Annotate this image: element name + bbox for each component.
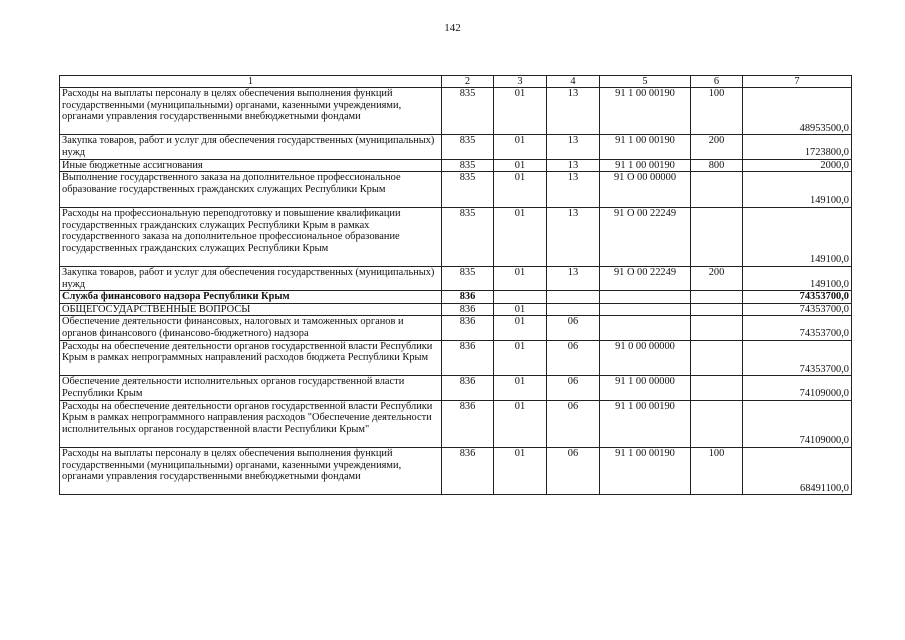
row-expense-type-cell: 200 <box>691 266 743 290</box>
table-row <box>60 340 852 376</box>
row-target-article-cell: 91 1 00 00000 <box>600 376 691 400</box>
row-subsection-cell: 06 <box>547 400 600 447</box>
row-amount-cell: 2000,0 <box>743 159 852 172</box>
row-target-article-cell: 91 1 00 00190 <box>600 447 691 494</box>
row-amount-cell: 74109000,0 <box>743 400 852 447</box>
row-expense-type-cell <box>691 291 743 304</box>
row-subsection-cell: 13 <box>547 159 600 172</box>
column-header-4: 4 <box>547 76 600 88</box>
table-row <box>60 135 852 159</box>
table-row <box>60 291 852 304</box>
row-name-cell: Расходы на выплаты персоналу в целях обеспечения выполнения функций государственными (муниципальными) органами, казенными учреждениями, органами управления государственными внебюджетными фондами <box>60 447 442 494</box>
row-target-article-cell: 91 О 00 22249 <box>600 266 691 290</box>
table-row <box>60 88 852 135</box>
row-subsection-cell: 06 <box>547 376 600 400</box>
row-subsection-cell: 13 <box>547 266 600 290</box>
row-amount-cell: 74353700,0 <box>743 316 852 340</box>
row-name-cell: Расходы на обеспечение деятельности органов государственной власти Республики Крым в рамках непрограммных направлений расходов бюджета Республики Крым <box>60 340 442 376</box>
row-amount-cell: 48953500,0 <box>743 88 852 135</box>
row-target-article-cell: 91 0 00 00000 <box>600 340 691 376</box>
row-name-cell: Выполнение государственного заказа на дополнительное профессиональное образование государственных гражданских служащих Республики Крым <box>60 172 442 208</box>
row-name-cell: Расходы на выплаты персоналу в целях обеспечения выполнения функций государственными (муниципальными) органами, казенными учреждениями, органами управления государственными внебюджетными фондами <box>60 88 442 135</box>
column-header-6: 6 <box>691 76 743 88</box>
row-subsection-cell: 06 <box>547 340 600 376</box>
row-target-article-cell <box>600 303 691 316</box>
row-section-cell: 01 <box>494 400 547 447</box>
row-section-cell: 01 <box>494 447 547 494</box>
row-name-cell: Расходы на профессиональную переподготовку и повышение квалификации государственных гражданских служащих Республики Крым в рамках государственного заказа на дополнительное профессиональное образование государственных гражданских служащих Республики Крым <box>60 207 442 266</box>
row-ministry-code-cell: 836 <box>442 316 494 340</box>
row-section-cell: 01 <box>494 135 547 159</box>
row-ministry-code-cell: 835 <box>442 172 494 208</box>
row-target-article-cell: 91 1 00 00190 <box>600 88 691 135</box>
page-number: 142 <box>444 22 461 34</box>
table-row <box>60 159 852 172</box>
row-amount-cell: 68491100,0 <box>743 447 852 494</box>
table-row <box>60 376 852 400</box>
row-target-article-cell: 91 1 00 00190 <box>600 135 691 159</box>
row-ministry-code-cell: 836 <box>442 303 494 316</box>
row-target-article-cell <box>600 316 691 340</box>
row-expense-type-cell <box>691 303 743 316</box>
table-header-row <box>60 76 852 88</box>
row-name-cell: ОБЩЕГОСУДАРСТВЕННЫЕ ВОПРОСЫ <box>60 303 442 316</box>
row-expense-type-cell: 100 <box>691 447 743 494</box>
row-ministry-code-cell: 835 <box>442 266 494 290</box>
row-name-cell: Закупка товаров, работ и услуг для обеспечения государственных (муниципальных) нужд <box>60 266 442 290</box>
row-ministry-code-cell: 835 <box>442 159 494 172</box>
table-row <box>60 207 852 266</box>
row-name-cell: Обеспечение деятельности исполнительных органов государственной власти Республики Крым <box>60 376 442 400</box>
table-row <box>60 316 852 340</box>
row-subsection-cell: 13 <box>547 172 600 208</box>
budget-table <box>59 75 852 495</box>
row-amount-cell: 149100,0 <box>743 172 852 208</box>
column-header-5: 5 <box>600 76 691 88</box>
row-ministry-code-cell: 836 <box>442 291 494 304</box>
row-ministry-code-cell: 836 <box>442 447 494 494</box>
row-expense-type-cell: 200 <box>691 135 743 159</box>
row-subsection-cell: 13 <box>547 88 600 135</box>
table-row <box>60 447 852 494</box>
table-row <box>60 172 852 208</box>
row-name-cell: Закупка товаров, работ и услуг для обеспечения государственных (муниципальных) нужд <box>60 135 442 159</box>
row-expense-type-cell <box>691 207 743 266</box>
row-section-cell: 01 <box>494 266 547 290</box>
column-header-1: 1 <box>60 76 442 88</box>
row-name-cell: Расходы на обеспечение деятельности органов государственной власти Республики Крым в рамках непрограммного направления расходов "Обеспечение деятельности исполнительных органов государственной власти Республики Крым" <box>60 400 442 447</box>
row-section-cell: 01 <box>494 376 547 400</box>
row-subsection-cell <box>547 291 600 304</box>
column-header-2: 2 <box>442 76 494 88</box>
table-row <box>60 303 852 316</box>
row-subsection-cell: 06 <box>547 447 600 494</box>
row-amount-cell: 1723800,0 <box>743 135 852 159</box>
row-section-cell: 01 <box>494 159 547 172</box>
row-expense-type-cell: 800 <box>691 159 743 172</box>
row-ministry-code-cell: 836 <box>442 400 494 447</box>
row-subsection-cell <box>547 303 600 316</box>
row-subsection-cell: 06 <box>547 316 600 340</box>
row-target-article-cell: 91 1 00 00190 <box>600 400 691 447</box>
table-row <box>60 400 852 447</box>
row-expense-type-cell <box>691 376 743 400</box>
row-ministry-code-cell: 836 <box>442 376 494 400</box>
row-expense-type-cell: 100 <box>691 88 743 135</box>
row-amount-cell: 149100,0 <box>743 266 852 290</box>
row-amount-cell: 74109000,0 <box>743 376 852 400</box>
row-expense-type-cell <box>691 172 743 208</box>
row-amount-cell: 149100,0 <box>743 207 852 266</box>
row-target-article-cell <box>600 291 691 304</box>
row-section-cell: 01 <box>494 207 547 266</box>
row-name-cell: Иные бюджетные ассигнования <box>60 159 442 172</box>
column-header-3: 3 <box>494 76 547 88</box>
row-ministry-code-cell: 835 <box>442 88 494 135</box>
row-amount-cell: 74353700,0 <box>743 340 852 376</box>
row-amount-cell: 74353700,0 <box>743 291 852 304</box>
row-section-cell: 01 <box>494 172 547 208</box>
row-expense-type-cell <box>691 340 743 376</box>
row-name-cell: Обеспечение деятельности финансовых, налоговых и таможенных органов и органов финансового (финансово-бюджетного) надзора <box>60 316 442 340</box>
row-ministry-code-cell: 835 <box>442 207 494 266</box>
row-section-cell: 01 <box>494 303 547 316</box>
row-target-article-cell: 91 О 00 00000 <box>600 172 691 208</box>
row-subsection-cell: 13 <box>547 207 600 266</box>
row-name-cell: Служба финансового надзора Республики Крым <box>60 291 442 304</box>
row-section-cell <box>494 291 547 304</box>
row-amount-cell: 74353700,0 <box>743 303 852 316</box>
column-header-7: 7 <box>743 76 852 88</box>
row-ministry-code-cell: 836 <box>442 340 494 376</box>
row-expense-type-cell <box>691 400 743 447</box>
row-subsection-cell: 13 <box>547 135 600 159</box>
row-section-cell: 01 <box>494 316 547 340</box>
table-row <box>60 266 852 290</box>
row-section-cell: 01 <box>494 88 547 135</box>
row-ministry-code-cell: 835 <box>442 135 494 159</box>
row-target-article-cell: 91 О 00 22249 <box>600 207 691 266</box>
row-target-article-cell: 91 1 00 00190 <box>600 159 691 172</box>
row-section-cell: 01 <box>494 340 547 376</box>
row-expense-type-cell <box>691 316 743 340</box>
